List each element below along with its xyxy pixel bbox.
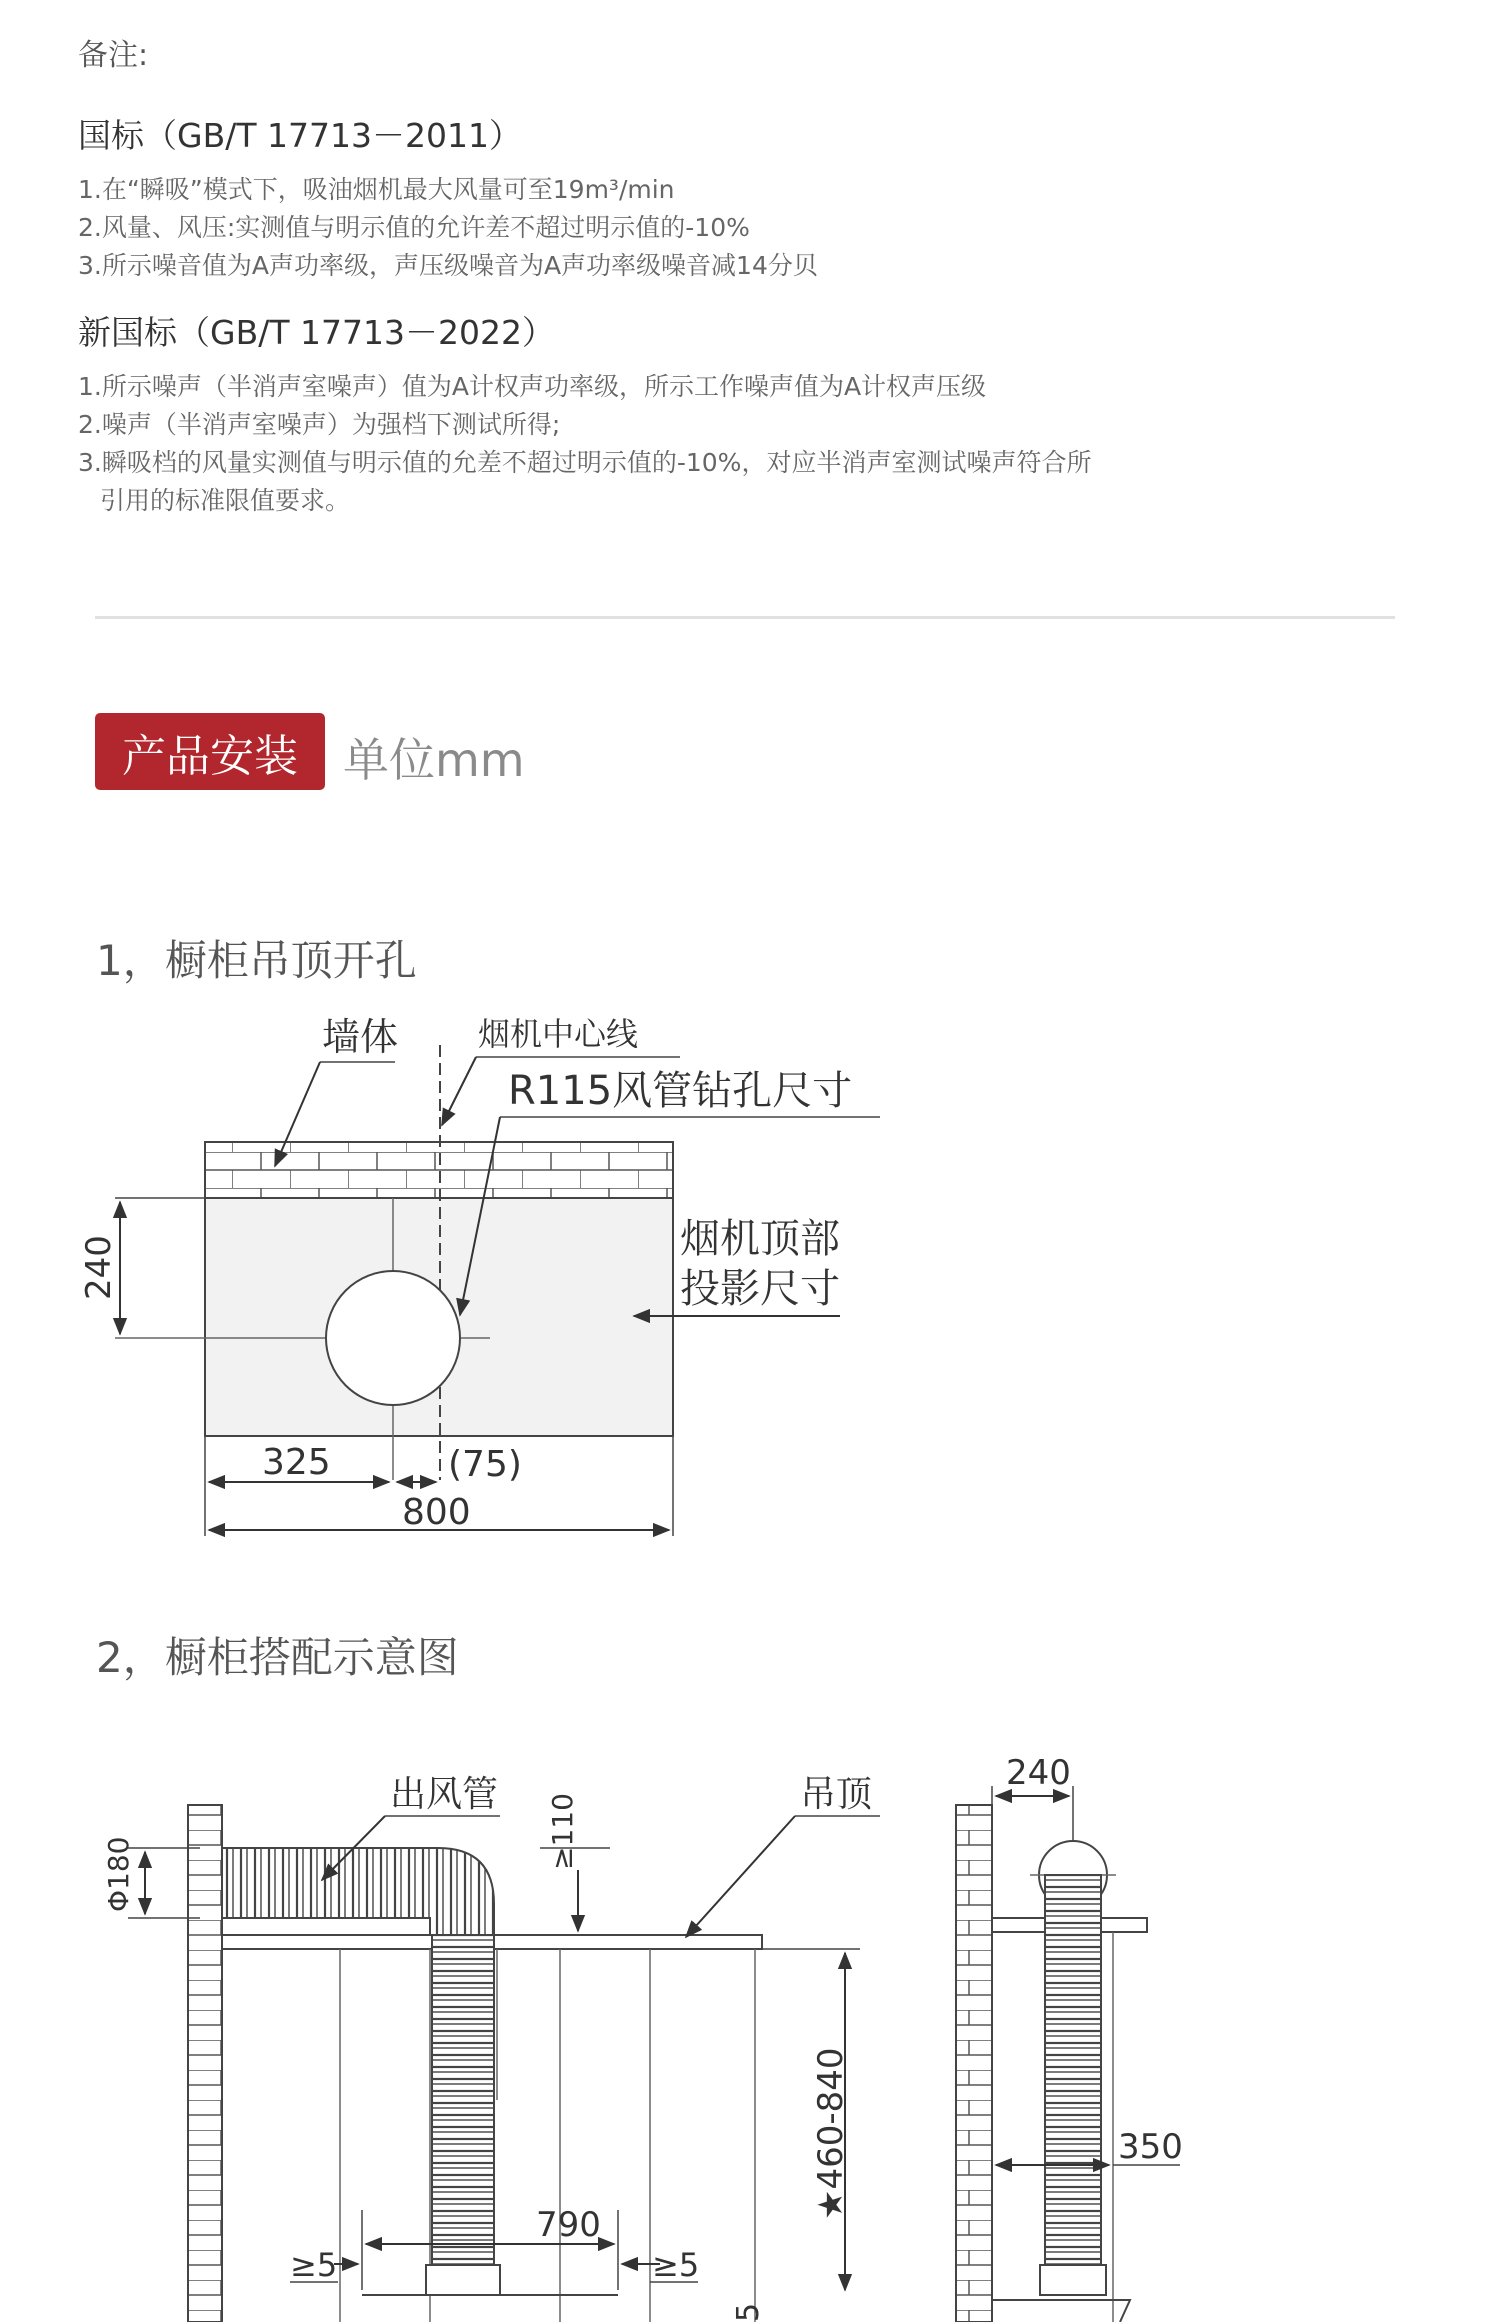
- duct-collar: [426, 2265, 500, 2295]
- duct-hole-circle: [326, 1271, 460, 1405]
- duct-vertical: [432, 1935, 494, 2265]
- centerline-label: 烟机中心线: [478, 1015, 639, 1053]
- notes-heading: 备注:: [78, 38, 149, 73]
- ge110-label: ≥110: [546, 1793, 579, 1870]
- height-label: ★460-840: [811, 2047, 851, 2220]
- dim-240-label: 240: [79, 1235, 119, 1300]
- side-duct-vertical: [1045, 1875, 1101, 2265]
- section2-title: 2，橱柜搭配示意图: [96, 1633, 459, 1682]
- standard-2011-title: 国标（GB/T 17713－2011）: [78, 116, 522, 155]
- side-wall: [956, 1805, 992, 2322]
- dim-800-label: 800: [402, 1492, 471, 1533]
- dim-790-label: 790: [536, 2205, 601, 2245]
- standard-2022-line: 引用的标准限值要求。: [100, 486, 351, 515]
- centerline-leader: [442, 1057, 476, 1125]
- projection-label-1: 烟机顶部: [680, 1216, 840, 1262]
- standard-2022-title: 新国标（GB/T 17713－2022）: [78, 313, 555, 352]
- dim-75-label: (75): [448, 1444, 522, 1485]
- ge5-left-label: ≥5: [290, 2246, 338, 2284]
- standard-2011-line: 1.在“瞬吸”模式下，吸油烟机最大风量可至19m³/min: [78, 175, 675, 204]
- standard-2011-line: 2.风量、风压:实测值与明示值的允许差不超过明示值的-10%: [78, 213, 750, 242]
- section1-title: 1，橱柜吊顶开孔: [96, 936, 417, 985]
- ceiling-hole-diagram: [79, 1015, 880, 1536]
- front-wall: [188, 1805, 222, 2322]
- side-240-label: 240: [1006, 1753, 1071, 1793]
- standard-2011-line: 3.所示噪音值为A声功率级，声压级噪音为A声功率级噪音减14分贝: [78, 251, 818, 280]
- dim-325-label: 325: [262, 1442, 331, 1483]
- side-350-label: 350: [1118, 2127, 1183, 2167]
- standard-2022-line: 1.所示噪声（半消声室噪声）值为A计权声功率级，所示工作噪声值为A计权声压级: [78, 372, 987, 401]
- standard-2022-line: 2.噪声（半消声室噪声）为强档下测试所得;: [78, 410, 561, 439]
- dim-5-label: 5: [731, 2302, 766, 2322]
- install-badge: 产品安装: [95, 713, 325, 790]
- ge5-right-label: ≥5: [652, 2246, 700, 2284]
- wall-label: 墙体: [322, 1015, 399, 1059]
- projection-label-2: 投影尺寸: [680, 1266, 840, 1312]
- unit-label: 单位mm: [343, 733, 525, 787]
- ceiling-label: 吊顶: [800, 1774, 873, 1815]
- standard-2022-line: 3.瞬吸档的风量实测值与明示值的允差不超过明示值的-10%，对应半消声室测试噪声符合所: [78, 448, 1092, 477]
- cabinet-front-diagram: [102, 1774, 880, 2322]
- duct-label: 出风管: [390, 1774, 499, 1815]
- duct-horizontal: [222, 1848, 494, 1935]
- phi180-label: Φ180: [102, 1836, 135, 1912]
- cabinet-side-diagram: [956, 1753, 1183, 2322]
- hole-size-label: R115风管钻孔尺寸: [508, 1068, 853, 1114]
